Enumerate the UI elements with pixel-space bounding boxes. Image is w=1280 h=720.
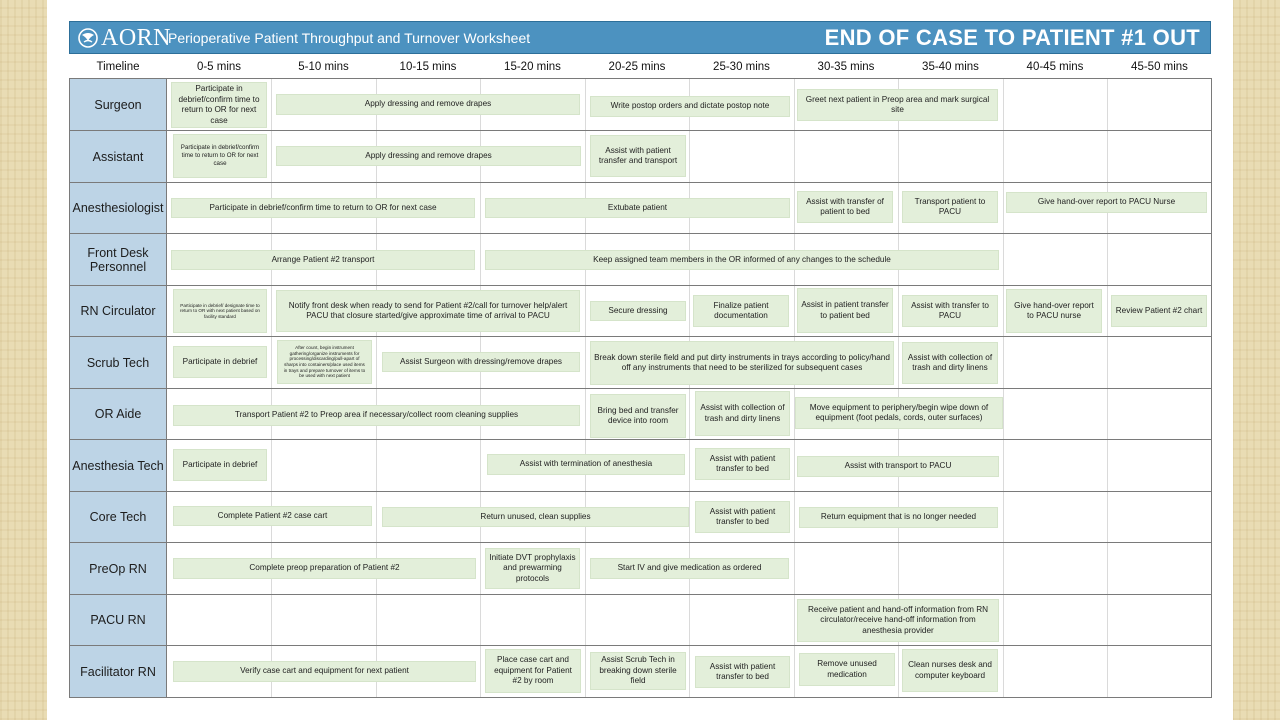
row-divider [69,491,1212,492]
aorn-logo [78,26,171,50]
role-scrub-tech: Scrub Tech [69,336,167,389]
task-block: Complete preop preparation of Patient #2 [173,558,476,579]
role-front-desk-personnel: Front Desk Personnel [69,233,167,286]
task-block: Review Patient #2 chart [1111,295,1207,327]
row-divider [69,182,1212,183]
task-block: Place case cart and equipment for Patient #2 by room [485,649,581,693]
task-block: Assist with transfer to PACU [902,295,998,327]
task-block: Give hand-over report to PACU Nurse [1006,192,1207,213]
task-block: Participate in debrief/ designate time to return to OR with next patient based on facility standard [173,289,267,333]
timeline-column-header: 25-30 mins [713,61,770,73]
timeline-column-header: 20-25 mins [608,61,666,73]
task-block: Participate in debrief/confirm time to return to OR for next case [171,198,475,218]
row-divider [69,594,1212,595]
role-or-aide: OR Aide [69,388,167,440]
task-block: Participate in debrief/confirm time to return to OR for next case [171,82,267,128]
row-divider [69,439,1212,440]
role-surgeon: Surgeon [69,78,167,131]
task-block: Return equipment that is no longer needed [799,507,998,528]
task-block: Assist with collection of trash and dirty linens [902,342,998,384]
task-block: Write postop orders and dictate postop note [590,96,790,117]
worksheet-subtitle: Perioperative Patient Throughput and Turnover Worksheet [168,30,531,46]
row-divider [69,542,1212,543]
task-block: Start IV and give medication as ordered [590,558,789,579]
row-divider [69,645,1212,646]
role-pacu-rn: PACU RN [69,594,167,646]
task-block: Complete Patient #2 case cart [173,506,372,526]
task-block: Initiate DVT prophylaxis and prewarming protocols [485,548,580,589]
task-block: Secure dressing [590,301,686,321]
task-block: Assist with patient transfer to bed [695,501,790,533]
task-block: Assist Scrub Tech in breaking down sterile field [590,652,686,690]
task-block: Assist with patient transfer and transport [590,135,686,177]
task-block: Finalize patient documentation [693,295,789,327]
role-core-tech: Core Tech [69,491,167,543]
task-block: Transport Patient #2 to Preop area if necessary/collect room cleaning supplies [173,405,580,426]
timeline-column-header: 45-50 mins [1131,61,1188,73]
task-block: Assist with transport to PACU [797,456,999,477]
task-block: Transport patient to PACU [902,191,998,223]
task-block: Participate in debrief/confirm time to return to OR for next case [173,134,267,178]
task-block: Participate in debrief [173,449,267,481]
role-assistant: Assistant [69,130,167,183]
aorn-globe-icon [78,28,98,48]
task-block: Assist with patient transfer to bed [695,656,790,688]
row-divider [69,78,1212,79]
task-block: Verify case cart and equipment for next patient [173,661,476,682]
task-block: Greet next patient in Preop area and mark surgical site [797,89,998,121]
task-block: Assist with termination of anesthesia [487,454,685,475]
timeline-column-header: 5-10 mins [298,61,349,73]
timeline-label: Timeline [96,61,140,73]
row-divider [69,697,1212,698]
page-title: END OF CASE TO PATIENT #1 OUT [824,25,1200,50]
role-anesthesiologist: Anesthesiologist [69,182,167,234]
task-block: Apply dressing and remove drapes [276,94,580,115]
task-block: Break down sterile field and put dirty instruments in trays according to policy/hand off any instruments that need to be sterilized for subsequent cases [590,341,894,385]
role-rn-circulator: RN Circulator [69,285,167,337]
timeline-column-header: 30-35 mins [817,61,875,73]
task-block: Assist Surgeon with dressing/remove drapes [382,352,580,372]
task-block: Return unused, clean supplies [382,507,689,527]
task-block: Assist with transfer of patient to bed [797,191,893,223]
role-anesthesia-tech: Anesthesia Tech [69,439,167,492]
task-block: Receive patient and hand-off information from RN circulator/receive hand-off information from anesthesia provider [797,599,999,642]
task-block: Assist in patient transfer to patient bed [797,288,893,333]
row-divider [69,285,1212,286]
task-block: Apply dressing and remove drapes [276,146,581,166]
role-facilitator-rn: Facilitator RN [69,645,167,698]
task-block: Clean nurses desk and computer keyboard [902,649,998,692]
task-block: Extubate patient [485,198,790,218]
row-divider [69,130,1212,131]
task-block: Assist with collection of trash and dirty linens [695,391,790,436]
role-preop-rn: PreOp RN [69,542,167,595]
row-divider [69,233,1212,234]
header-banner [69,21,1211,54]
task-block: Remove unused medication [799,653,895,686]
task-block: Participate in debrief [173,346,267,378]
task-block: Move equipment to periphery/begin wipe down of equipment (foot pedals, cords, outer surfaces) [795,397,1003,429]
task-block: Notify front desk when ready to send for Patient #2/call for turnover help/alert PACU that closure started/give approximate time of arrival to PACU [276,290,580,332]
task-block: After count, begin instrument gathering/organize instruments for processing/discarding/pull-apart of sharps into containers/place used items in trays and prepare turnover of items to be used with next patient [277,340,372,384]
turnover-grid [69,55,1212,698]
task-block: Arrange Patient #2 transport [171,250,475,270]
timeline-column-header: 0-5 mins [196,61,242,73]
timeline-column-header: 10-15 mins [399,61,457,73]
timeline-column-header: 40-45 mins [1026,61,1084,73]
timeline-column-header: 15-20 mins [504,61,561,73]
logo-text: AORN [101,25,172,51]
task-block: Keep assigned team members in the OR informed of any changes to the schedule [485,250,999,270]
row-divider [69,336,1212,337]
task-block: Bring bed and transfer device into room [590,394,686,438]
task-block: Assist with patient transfer to bed [695,448,790,480]
row-divider [69,388,1212,389]
task-block: Give hand-over report to PACU nurse [1006,289,1102,333]
timeline-column-header: 35-40 mins [922,61,979,73]
